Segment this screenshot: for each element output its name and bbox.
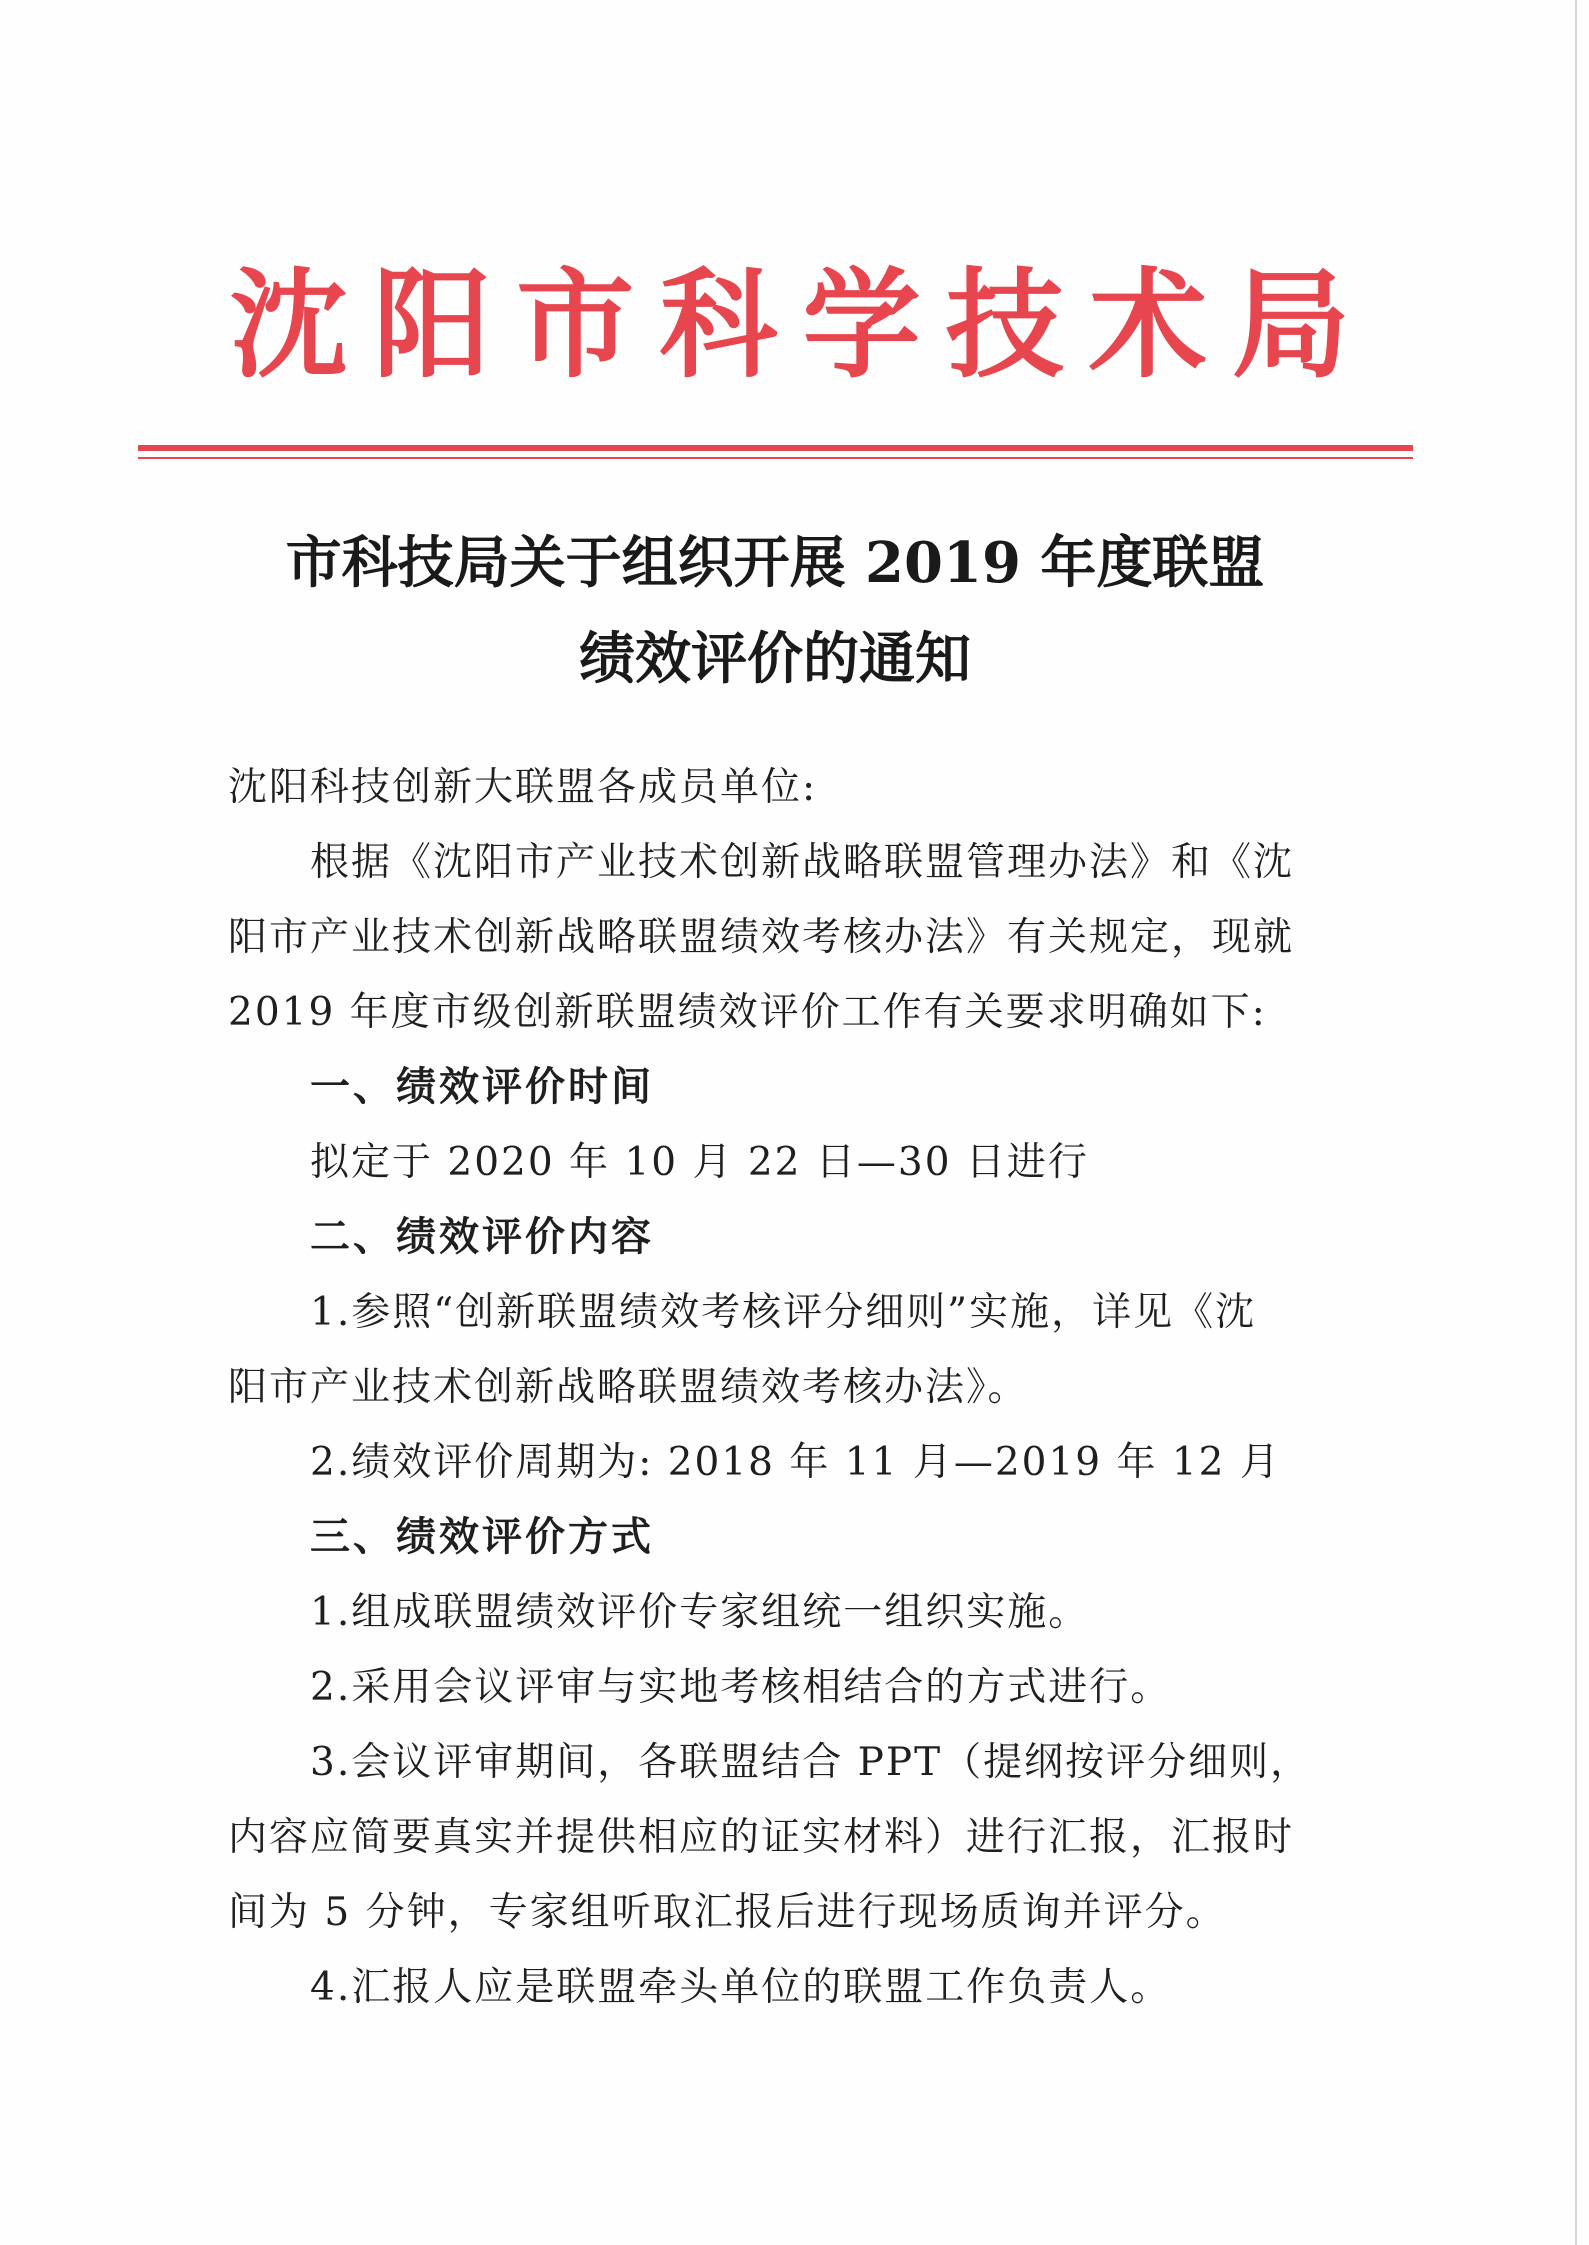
letterhead-divider-thin: [138, 457, 1413, 459]
section-3-item-3-line-2: 内容应简要真实并提供相应的证实材料）进行汇报，汇报时: [228, 1815, 1295, 1860]
section-2-item-1-line-2: 阳市产业技术创新战略联盟绩效考核办法》。: [228, 1365, 1029, 1410]
intro-line-3: 2019 年度市级创新联盟绩效评价工作有关要求明确如下:: [228, 990, 1267, 1035]
section-2-item-2: 2.绩效评价周期为: 2018 年 11 月—2019 年 12 月: [310, 1440, 1281, 1485]
letterhead-char: 术: [1088, 255, 1207, 394]
section-3-heading: 三、绩效评价方式: [310, 1514, 654, 1560]
section-3-item-4: 4.汇报人应是联盟牵头单位的联盟工作负责人。: [310, 1965, 1172, 2010]
title-line-2: 绩效评价的通知: [579, 626, 971, 692]
letterhead-char: 学: [802, 255, 921, 394]
document-title: [120, 515, 1430, 707]
section-3-item-1: 1.组成联盟绩效评价专家组统一组织实施。: [310, 1590, 1090, 1635]
letterhead-divider-thick: [138, 445, 1413, 451]
letterhead-char: 技: [945, 255, 1064, 394]
letterhead-char: 市: [516, 255, 635, 394]
section-2-item-1-line-1: 1.参照“创新联盟绩效考核评分细则”实施，详见《沈: [310, 1290, 1257, 1335]
intro-line-1: 根据《沈阳市产业技术创新战略联盟管理办法》和《沈: [310, 840, 1295, 885]
scan-edge: [1575, 0, 1577, 2245]
agency-letterhead: [230, 250, 1350, 400]
letterhead-char: 科: [659, 255, 778, 394]
letterhead-char: 阳: [373, 255, 492, 394]
section-3-item-2: 2.采用会议评审与实地考核相结合的方式进行。: [310, 1665, 1172, 1710]
title-line-1: 市科技局关于组织开展 2019 年度联盟: [285, 530, 1265, 596]
letterhead-char: 局: [1231, 255, 1350, 394]
section-1-text: 拟定于 2020 年 10 月 22 日—30 日进行: [310, 1140, 1089, 1185]
section-3-item-3-line-3: 间为 5 分钟，专家组听取汇报后进行现场质询并评分。: [228, 1890, 1227, 1935]
intro-line-2: 阳市产业技术创新战略联盟绩效考核办法》有关规定，现就: [228, 915, 1295, 960]
salutation: 沈阳科技创新大联盟各成员单位:: [228, 765, 818, 810]
letterhead-char: 沈: [230, 255, 349, 394]
section-2-heading: 二、绩效评价内容: [310, 1214, 654, 1260]
section-1-heading: 一、绩效评价时间: [310, 1064, 654, 1110]
section-3-item-3-line-1: 3.会议评审期间，各联盟结合 PPT（提纲按评分细则，: [310, 1740, 1312, 1785]
